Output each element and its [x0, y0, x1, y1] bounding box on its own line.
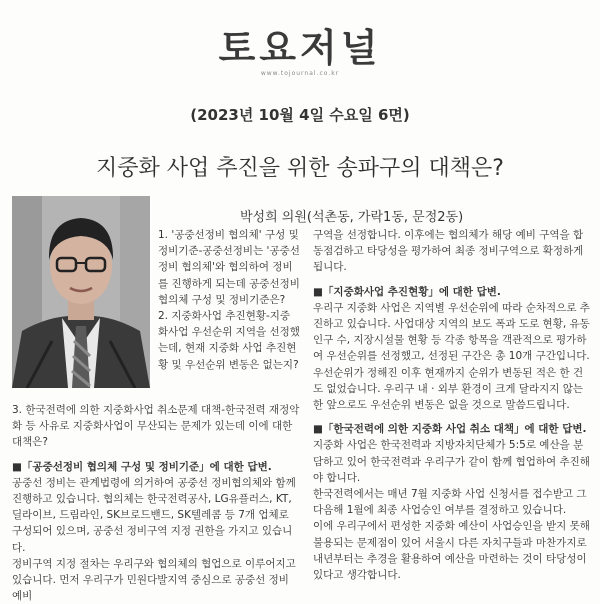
answer-1-paragraph-2: 정비구역 지정 절차는 우리구와 협의체의 협업으로 이루어지고 있습니다. 먼저 우리구가 민원다발지역 중심으로 공중선 정비 예비 — [12, 557, 296, 603]
answer-3-paragraph-2: 한국전력에서는 매년 7월 지중화 사업 신청서를 접수받고 그 다음해 1월에 최종 사업승인 여부를 결정하고 있습니다. — [313, 488, 587, 517]
right-column-body — [313, 227, 593, 583]
question-2: 2. 지중화사업 추진현황-지중화사업 우선순위 지역을 선정했는데, 현재 지중화 사업 추진현황 및 우선순위 변동은 없는지? — [158, 310, 300, 371]
left-column-questions — [158, 227, 300, 373]
answer-heading-2: ■「지중화사업 추진현황」에 대한 답변. — [313, 285, 501, 298]
article-headline: 지중화 사업 추진을 위한 송파구의 대책은? — [96, 156, 504, 181]
question-1: 1. '공중선정비 협의체' 구성 및 정비기준-공중선정비는 '공중선정비 협의체'와 협의하여 정비를 진행하게 되는데 공중선정비 협의체 구성 및 정비기준은? — [158, 229, 300, 306]
article-byline: 박성희 의원(석촌동, 가락1동, 문정2동) — [240, 210, 464, 225]
answer-2-paragraph-1: 우리구 지중화 사업은 지역별 우선순위에 따라 순차적으로 추진하고 있습니다. 사업대상 지역의 보도 폭과 도로 현황, 유동인구 수, 지장시설물 현황 등 각종 항목을 객관적으로 평가하여 우선순위를 선정했고, 선정된 구간은 총 10개 구간입니다. — [313, 301, 590, 363]
masthead-url: www.tojournal.co.kr — [260, 70, 340, 77]
newspaper-masthead: 토요저널 — [218, 25, 382, 70]
answer-2-paragraph-2: 우선순위가 정해진 이후 현재까지 순위가 변동된 적은 한 건도 없었습니다. 우리구 내 · 외부 환경이 크게 달라지지 않는 한 앞으로도 우선순위 변동은 없을 것으로 말씀드립니다. — [313, 366, 584, 412]
question-3: 3. 한국전력에 의한 지중화사업 취소문제 대책-한국전력 재정악화 등 사유로 지중화사업이 무산되는 문제가 있는데 이에 대한 대책은? — [12, 404, 300, 449]
answer-1-continued: 구역을 선정합니다. 이후에는 협의체가 해당 예비 구역을 합동점검하고 타당성을 평가하여 최종 정비구역으로 확정하게 됩니다. — [313, 229, 584, 274]
answer-heading-3: ■「한국전력에 의한 지중화 사업 취소 대책」에 대한 답변. — [313, 423, 587, 436]
edition-date: (2023년 10월 4일 수요일 6면) — [190, 106, 410, 124]
answer-1-paragraph-1: 공중선 정비는 관계법령에 의거하여 공중선 정비협의체와 함께 진행하고 있습니다. 협의체는 한국전력공사, LG유플러스, KT, 딜라이브, 드림라인, SK브로드밴드, SK텔레콤 등 7개 업체로 구성되어 있으며, 공중선 정비구역 지정 권한을 가지고 있습니다. — [12, 476, 296, 554]
answer-3-paragraph-1: 지중화 사업은 한국전력과 지방자치단체가 5:5로 예산을 분담하고 있어 한국전력과 우리구가 같이 함께 협업하여 추진해야 합니다. — [313, 439, 590, 484]
answer-heading-1: ■「공중선정비 협의체 구성 및 정비기준」에 대한 답변. — [12, 460, 272, 473]
left-column-body — [12, 402, 300, 604]
answer-3-paragraph-3: 이에 우리구에서 편성한 지중화 예산이 사업승인을 받지 못해 불용되는 문제점이 있어 서울시 다른 자치구들과 마찬가지로 내년부터는 추경을 활용하여 예산을 마련하는 것이 타당성이 있다고 생각합니다. — [313, 520, 590, 582]
councilor-portrait-photo — [12, 196, 150, 388]
